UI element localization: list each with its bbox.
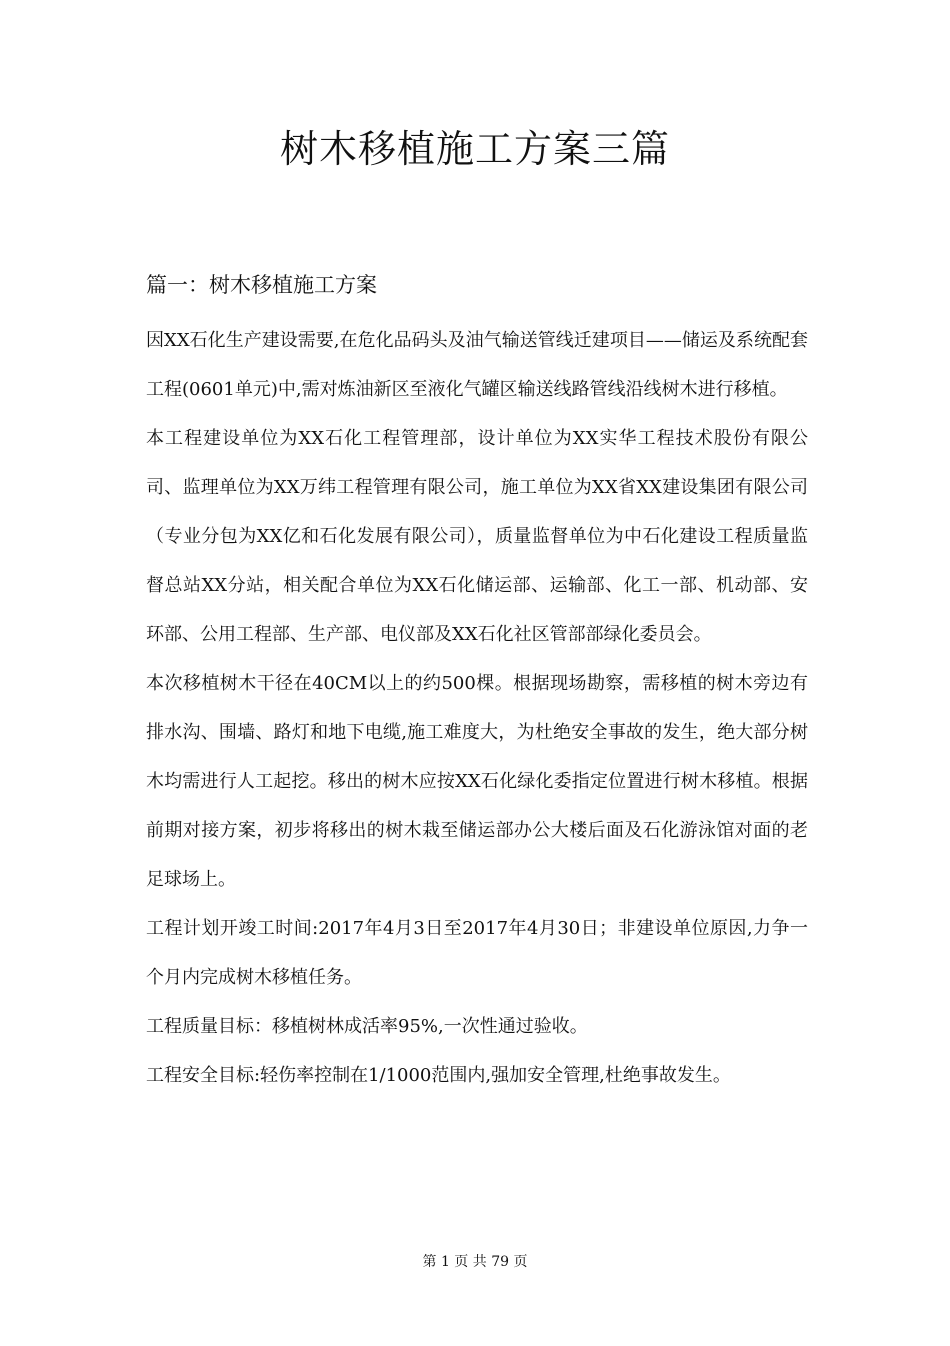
paragraph-4: 工程计划开竣工时间:2017年4月3日至2017年4月30日；非建设单位原因,力争一个月内完成树木移植任务。 [146, 918, 808, 988]
document-title: 树木移植施工方案三篇 [279, 127, 670, 172]
paragraph-1: 因XX石化生产建设需要,在危化品码头及油气输送管线迁建项目——储运及系统配套工程(0601单元)中,需对炼油新区至液化气罐区输送线路管线沿线树木进行移植。 [146, 330, 808, 400]
page-number-footer: 第 1 页 共 79 页 [422, 1254, 528, 1270]
paragraph-6: 工程安全目标:轻伤率控制在1/1000范围内,强加安全管理,杜绝事故发生。 [146, 1065, 731, 1086]
paragraph-5: 工程质量目标：移植树林成活率95%,一次性通过验收。 [146, 1016, 588, 1037]
document-body [146, 264, 808, 1100]
section-heading: 篇一：树木移植施工方案 [146, 273, 377, 297]
paragraph-2: 本工程建设单位为XX石化工程管理部，设计单位为XX实华工程技术股份有限公司、监理单位为XX万纬工程管理有限公司，施工单位为XX省XX建设集团有限公司（专业分包为XX亿和石化发展有限公司），质量监督单位为中石化建设工程质量监督总站XX分站，相关配合单位为XX石化储运部、运输部、化工一部、机动部、安环部、公用工程部、生产部、电仪部及XX石化社区管部部绿化委员会。 [146, 428, 808, 645]
paragraph-3: 本次移植树木干径在40CM以上的约500棵。根据现场勘察，需移植的树木旁边有排水沟、围墙、路灯和地下电缆,施工难度大，为杜绝安全事故的发生，绝大部分树木均需进行人工起挖。移出的树木应按XX石化绿化委指定位置进行树木移植。根据前期对接方案，初步将移出的树木栽至储运部办公大楼后面及石化游泳馆对面的老足球场上。 [146, 673, 808, 890]
